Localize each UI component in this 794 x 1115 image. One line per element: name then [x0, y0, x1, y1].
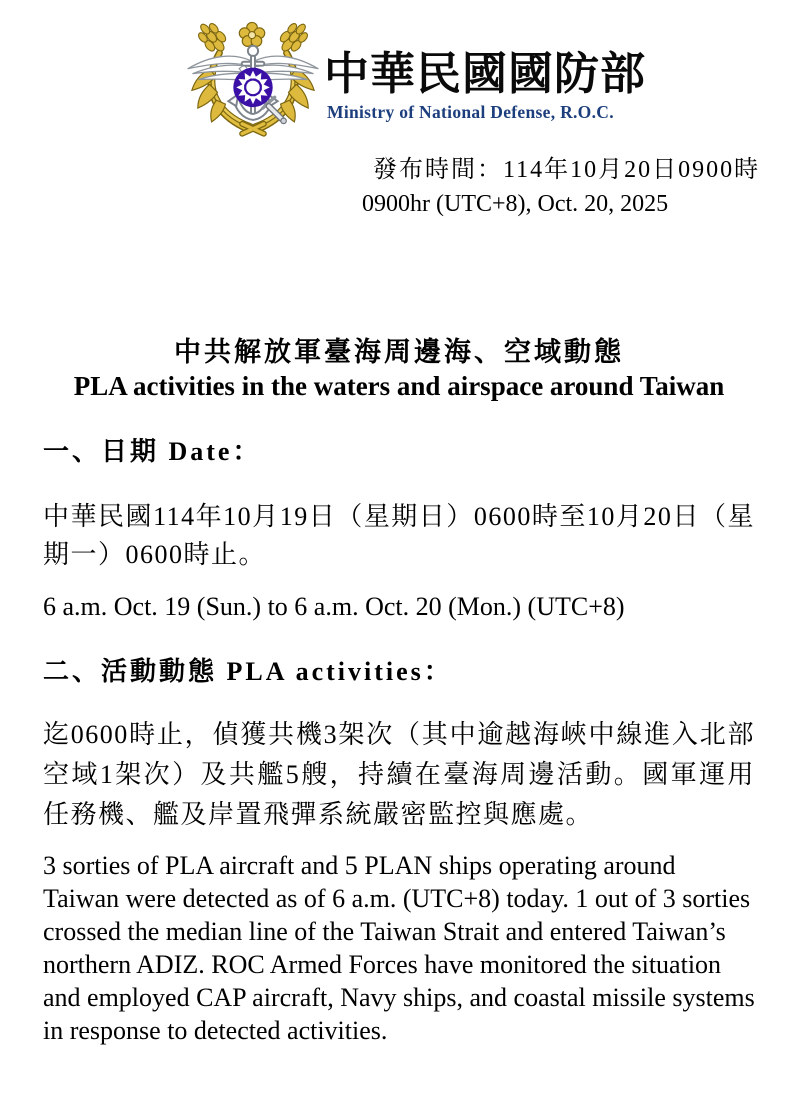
section-date-heading: 一、日期 Date： — [43, 437, 262, 466]
release-time-block — [362, 153, 760, 221]
mnd-emblem-icon — [184, 10, 322, 146]
section-activities-body-en: 3 sorties of PLA aircraft and 5 PLAN ships operating around Taiwan were detected as of 6 a.m. (UTC+8) today. 1 out of 3 sorties crossed the median line of the Taiwan Strait and entered Taiwan’s northern ADIZ. ROC Armed Forces have monitored the situation and employed CAP aircraft, Navy ships, and coastal missile systems in response to detected activities. — [43, 851, 755, 1045]
section-activities-heading: 二、活動動態 PLA activities： — [43, 657, 453, 686]
document-title-en: PLA activities in the waters and airspace around Taiwan — [73, 371, 725, 401]
section-activities — [43, 655, 755, 1047]
document-body — [43, 335, 755, 1047]
release-time-zh: 發布時間：114年10月20日0900時 — [373, 157, 761, 183]
org-name-en: Ministry of National Defense, R.O.C. — [327, 102, 614, 122]
org-name-zh: 中華民國國防部 — [324, 49, 647, 99]
section-date — [43, 435, 755, 623]
release-time-en: 0900hr (UTC+8), Oct. 20, 2025 — [362, 191, 669, 217]
section-activities-body-zh: 迄0600時止，偵獲共機3架次（其中逾越海峽中線進入北部空域1架次）及共艦5艘，持續在臺海周邊活動。國軍運用任務機、艦及岸置飛彈系統嚴密監控與應處。 — [43, 720, 755, 829]
section-date-body-zh: 中華民國114年10月19日（星期日）0600時至10月20日（星期一）0600時止。 — [43, 502, 755, 569]
document-title-zh: 中共解放軍臺海周邊海、空域動態 — [174, 337, 624, 367]
section-date-body-en: 6 a.m. Oct. 19 (Sun.) to 6 a.m. Oct. 20 (Mon.) (UTC+8) — [43, 592, 625, 621]
